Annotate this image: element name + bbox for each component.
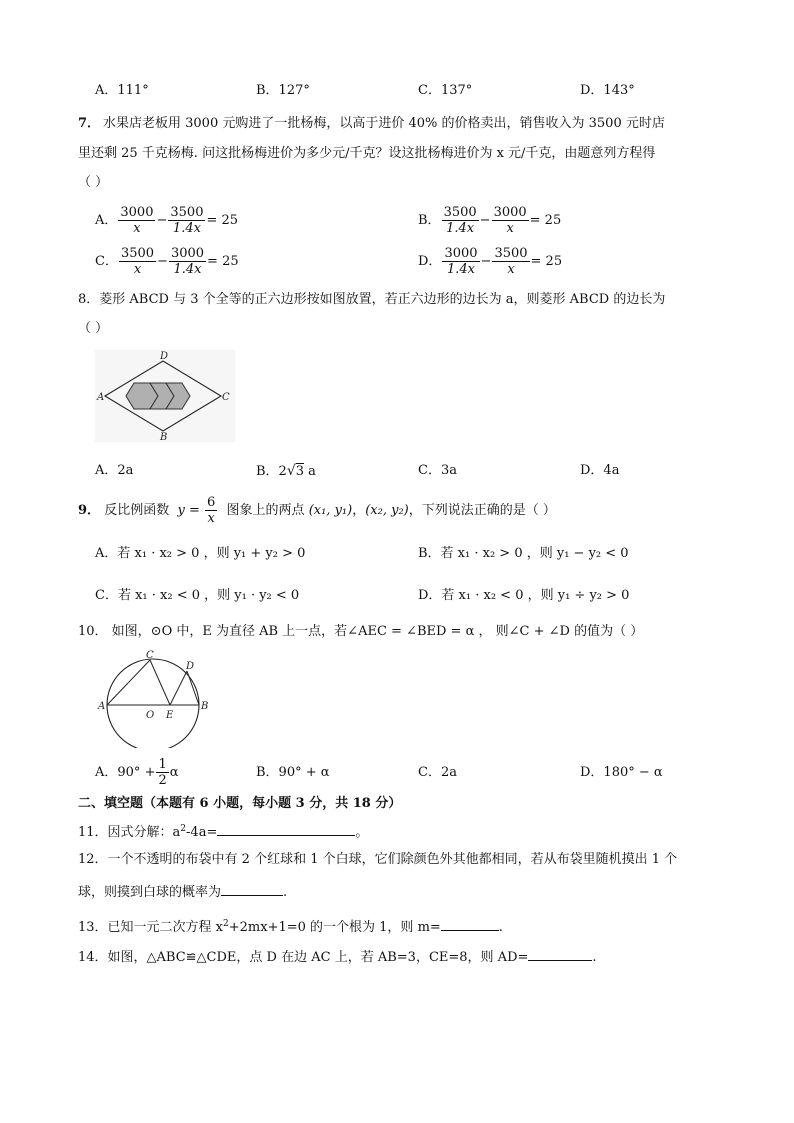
q9-text: 9． 反比例函数 y = $\frac{6}{x}$ 图象上的两点 (x₁, y₁)，(x₂, y₂)，下列说法正确的是（ ）	[78, 495, 556, 526]
label-A: A	[98, 701, 106, 712]
segment-db	[187, 671, 199, 705]
segment-ed	[170, 671, 187, 705]
q7-number: 7．	[78, 116, 101, 131]
q7-option-d: D． $\frac{3000}{1.4x}$ − $\frac{3500}{x}$ = 25	[418, 246, 563, 277]
label-A: A	[97, 392, 105, 403]
q10-option-b: B．90° + α	[256, 765, 330, 780]
q8-option-c: C．3a	[418, 463, 457, 478]
q12-answer-blank[interactable]	[221, 882, 283, 896]
q14: 14．如图，△ABC≌△CDE，点 D 在边 AC 上，若 AB=3，CE=8，则 AD= .	[78, 947, 597, 967]
label-D: D	[160, 351, 169, 362]
q10-option-a: A．90° + $\frac{1}{2}$ α	[95, 757, 179, 788]
q11-answer-blank[interactable]	[217, 822, 355, 836]
q9-option-b: B．若 x₁ · x₂ > 0 ，则 y₁ − y₂ < 0	[418, 546, 629, 561]
label-C: C	[222, 392, 230, 403]
q6-option-b: B．127°	[256, 83, 310, 98]
q8-text: 8．菱形 ABCD 与 3 个全等的正六边形按如图放置，若正六边形的边长为 a，则菱形 ABCD 的边长为	[78, 292, 666, 307]
label-B: B	[201, 701, 209, 712]
q9-option-d: D．若 x₁ · x₂ < 0 ，则 y₁ ÷ y₂ > 0	[418, 588, 630, 603]
q8-option-b: B．2√3 a	[256, 463, 316, 479]
q8-option-d: D．4a	[580, 463, 620, 478]
q11: 11．因式分解：$a^2-4a=$ 。	[78, 824, 369, 840]
q7-line1: 水果店老板用 3000 元购进了一批杨梅，以高于进价 40% 的价格卖出，销售收入为 3500 元时店	[103, 116, 665, 131]
q6-option-c: C．137°	[418, 83, 473, 98]
q8-paren: （ ）	[78, 321, 109, 336]
q9-option-c: C．若 x₁ · x₂ < 0 ，则 y₁ · y₂ < 0	[95, 588, 300, 603]
q14-answer-blank[interactable]	[528, 947, 592, 961]
q7-option-a: A． $\frac{3000}{x}$ − $\frac{3500}{1.4x}$ = 25	[95, 205, 239, 236]
label-D: D	[186, 661, 195, 672]
q6-option-a: A．111°	[95, 83, 149, 98]
q13-answer-blank[interactable]	[441, 917, 499, 931]
label-B: B	[160, 432, 168, 442]
section-title: 二、填空题（本题有 6 小题，每小题 3 分，共 18 分）	[78, 796, 402, 811]
label-C: C	[146, 650, 154, 661]
q10-option-d: D．180° − α	[580, 765, 663, 780]
q12-line2: 球，则摸到白球的概率为 .	[78, 882, 287, 902]
q7-option-b: B． $\frac{3500}{1.4x}$ − $\frac{3000}{x}$ = 25	[418, 205, 562, 236]
q9-option-a: A．若 x₁ · x₂ > 0 ，则 y₁ + y₂ > 0	[95, 546, 306, 561]
q7-option-c: C． $\frac{3500}{x}$ − $\frac{3000}{1.4x}$ = 25	[95, 246, 239, 277]
label-E: E	[166, 710, 174, 721]
label-O: O	[146, 710, 155, 721]
circle-o	[107, 659, 199, 748]
q10-option-c: C．2a	[418, 765, 457, 780]
segment-ce	[150, 660, 170, 705]
q13: 13．已知一元二次方程 $x^2+2mx+1=0$ 的一个根为 1，则 m= .	[78, 919, 503, 935]
q8-option-a: A．2a	[95, 463, 134, 478]
q6-option-d: D．143°	[580, 83, 635, 98]
q10-text: 10． 如图，⊙O 中，E 为直径 AB 上一点，若∠AEC = ∠BED = α ， 则∠C + ∠D 的值为（ ）	[78, 624, 644, 639]
q12-line1: 12．一个不透明的布袋中有 2 个红球和 1 个白球，它们除颜色外其他都相同，若从布袋里随机摸出 1 个	[78, 852, 678, 867]
q7-paren: （ ）	[78, 175, 109, 190]
q7-line2: 里还剩 25 千克杨梅. 问这批杨梅进价为多少元/千克？设这批杨梅进价为 x 元/千克，由题意列方程得	[78, 146, 656, 161]
q8-rhombus-hexagon-figure	[95, 350, 235, 442]
q10-circle-figure	[95, 648, 213, 748]
